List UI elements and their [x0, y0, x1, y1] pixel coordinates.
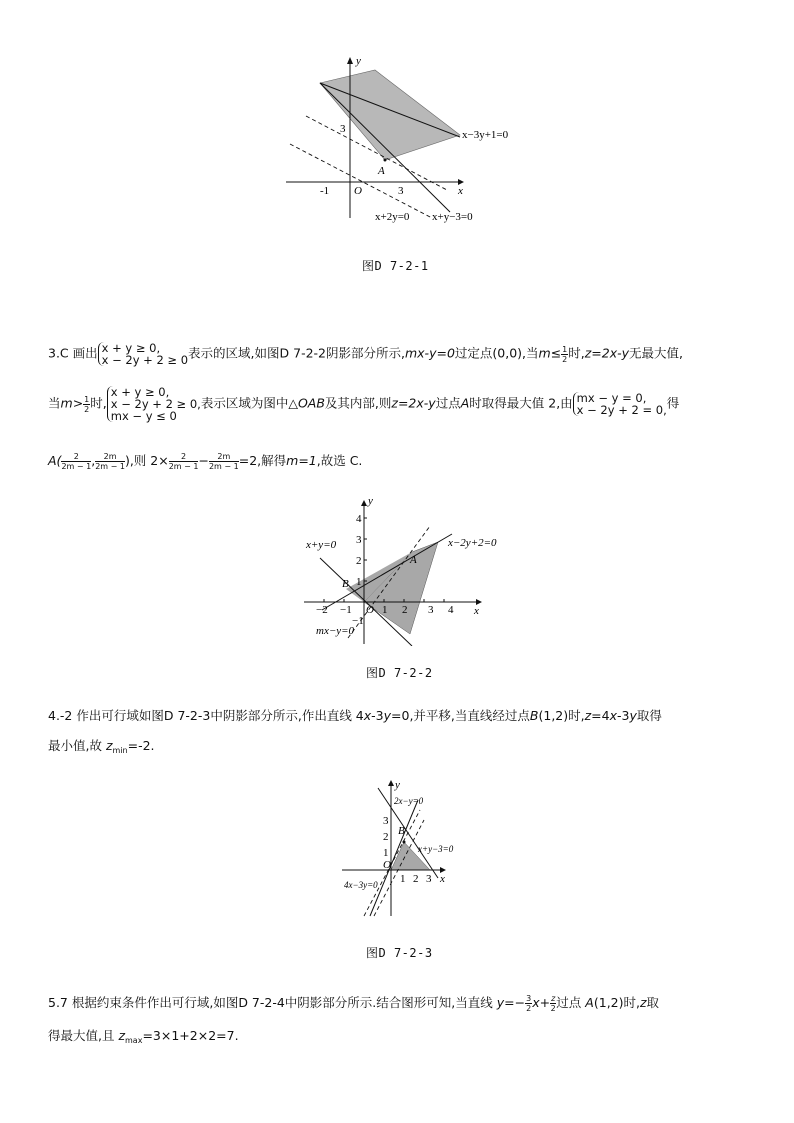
- fig1-line3-label: x+y−3=0: [432, 211, 473, 223]
- p3-sys2-row1: x + y ≥ 0,: [110, 385, 170, 399]
- para-3-line1: [48, 342, 683, 366]
- p4-y1: y: [383, 708, 392, 723]
- fig1-line2-label: x+2y=0: [375, 211, 410, 223]
- p3-t1e: 时,: [568, 345, 585, 361]
- p3-frac4-num: 2m: [209, 452, 239, 462]
- figure3-caption: 图D 7-2-3: [366, 946, 433, 960]
- p5-eq: =−: [504, 995, 526, 1010]
- fig1-y-label: y: [356, 55, 361, 67]
- para-4-line2: [48, 738, 155, 759]
- p3-t2j: 时取得最大值 2,由: [469, 395, 573, 411]
- p3-t3a: A(: [48, 453, 62, 468]
- fig1-tick-neg1: -1: [320, 185, 330, 197]
- p3-t2g: z=2x-y: [391, 395, 436, 411]
- p3-t2c: 时,: [90, 395, 107, 411]
- p3-system2: [107, 386, 201, 422]
- fig3-xt-1: 1: [400, 873, 406, 885]
- fig3-line-c-label: 4x−3y=0: [344, 880, 378, 890]
- p3-t2d: 表示区域为图中△: [200, 395, 298, 411]
- fig2-yt-neg1: −1: [352, 615, 364, 627]
- point-b-dot: [403, 841, 406, 844]
- fig3-yt-3: 3: [383, 815, 389, 827]
- fig3-point-b: B: [398, 825, 405, 837]
- fig1-tick-3x: 3: [398, 185, 404, 197]
- p4-m1: -3: [371, 708, 384, 723]
- p3-t2b: m>: [60, 395, 84, 411]
- p4-m2: =0,并平移,当直线经过点: [391, 708, 530, 723]
- p5-frac2-den: 2: [550, 1004, 556, 1013]
- para-3-line3: A( $\frac{2}{2m - 1}$ , $\frac{2m}{2m - 1}$ ),则 2× $\frac{2}{2m - 1}$ − $\frac{2m}{2m - 1}$ =2,解得m=1,故选 C.: [48, 452, 363, 471]
- p3-sys3-row1: mx − y = 0,: [576, 391, 647, 405]
- fig1-x-label: x: [458, 185, 463, 197]
- fig1-point-a: A: [378, 165, 385, 177]
- p3-sys2-row3: mx − y ≤ 0: [110, 409, 177, 423]
- y-axis-arrow-icon: [388, 780, 394, 786]
- p4-line2b: =-2.: [127, 738, 155, 753]
- figure1-caption: 图D 7-2-1: [362, 259, 429, 273]
- fig2-xt-3: 3: [428, 604, 434, 616]
- figure-7-2-1: [282, 50, 532, 230]
- figure2-caption: 图D 7-2-2: [366, 666, 433, 680]
- p4-m3: (1,2)时,: [538, 708, 585, 723]
- p3-t1d: m≤: [538, 345, 562, 361]
- fig3-y-label: y: [395, 779, 400, 791]
- p3-frac3-num: 2: [169, 452, 199, 462]
- fig3-line-b-label: x+y−3=0: [418, 844, 454, 854]
- p4-minsub: min: [112, 746, 128, 755]
- p3-t2a: 当: [48, 395, 61, 411]
- p4-m6: 取得: [636, 708, 662, 723]
- figure-7-2-2: [300, 496, 500, 646]
- p4-z: z: [584, 708, 592, 723]
- p3-t1b: mx-y=0: [404, 345, 455, 361]
- p3-frac4-den: 2m − 1: [208, 462, 239, 471]
- para-5-line1: [48, 994, 659, 1013]
- fig2-xt-4: 4: [448, 604, 454, 616]
- p5-maxsub: max: [125, 1036, 143, 1045]
- fig3-yt-2: 2: [383, 831, 389, 843]
- p3-t2i: A: [460, 395, 470, 411]
- point-a-dot: [384, 159, 387, 162]
- fig2-y-label: y: [368, 496, 373, 507]
- p4-y2: y: [629, 708, 637, 723]
- para-3-line2: [48, 386, 679, 422]
- p3-frac1: [61, 452, 91, 471]
- p4-m5: -3: [617, 708, 630, 723]
- fig2-x-label: x: [474, 605, 479, 617]
- fig2-yt-4: 4: [356, 513, 362, 525]
- p5-lead: 5.7 根据约束条件作出可行域,如图D 7-2-4中阴影部分所示.结合图形可知,当直线: [48, 995, 493, 1010]
- p3-frac1-num: 2: [61, 452, 91, 462]
- p5-a: A: [585, 995, 594, 1010]
- fig2-xt-1: 1: [382, 604, 388, 616]
- fig2-yt-3: 3: [356, 534, 362, 546]
- p4-x1: x: [363, 708, 372, 723]
- fig3-yt-1: 1: [383, 847, 389, 859]
- fig3-x-label: x: [440, 873, 445, 885]
- p3-sys2-row2: x − 2y + 2 ≥ 0,: [110, 397, 201, 411]
- p3-frac4: [209, 452, 239, 471]
- p5-yv: y: [496, 995, 505, 1010]
- p4-x2: x: [609, 708, 617, 723]
- fig2-line-b-label: x−2y+2=0: [448, 537, 497, 549]
- p3-t2e: OAB: [297, 395, 325, 411]
- fig2-point-b: B: [342, 578, 349, 590]
- p3-half2-den: 2: [84, 404, 90, 414]
- p3-lead: 3.C 画出: [48, 345, 98, 361]
- p3-frac3: [169, 452, 199, 471]
- p5-line2b: =3×1+2×2=7.: [142, 1028, 239, 1043]
- p5-frac1-den: 2: [526, 1004, 532, 1013]
- fig3-line-a-label: 2x−y=0: [394, 796, 424, 806]
- p3-system1: [98, 342, 188, 366]
- p3-system3: [573, 392, 667, 416]
- fig2-yt-2: 2: [356, 555, 362, 567]
- p5-frac1-num: 3: [526, 994, 532, 1003]
- p3-t1f: z=2x-y: [584, 345, 630, 361]
- p4-line2a: 最小值,故: [48, 738, 106, 753]
- p5-plus: +: [539, 995, 551, 1010]
- p3-t3d: =2,解得: [238, 453, 287, 468]
- figure-7-2-3: [340, 776, 460, 926]
- fig2-xt-neg2: −2: [316, 604, 328, 616]
- p3-frac2: [95, 452, 125, 471]
- p3-t1g: 无最大值,: [629, 345, 684, 361]
- p4-m4: =4: [591, 708, 610, 723]
- fig2-point-a: A: [410, 554, 417, 566]
- p3-t1: 表示的区域,如图D 7-2-2阴影部分所示,: [188, 345, 405, 361]
- fig2-line-c-label: mx−y=0: [316, 625, 355, 637]
- p4-zmin: z: [105, 738, 113, 753]
- fig3-origin: O: [383, 859, 391, 871]
- p5-frac2-num: z: [551, 994, 556, 1003]
- fig1-tick-3y: 3: [340, 123, 346, 135]
- fig2-line-a-label: x+y=0: [306, 539, 337, 551]
- p3-sys1-row2: x − 2y + 2 ≥ 0: [101, 353, 189, 367]
- p3-half-num: 1: [562, 344, 568, 354]
- fig2-xt-neg1: −1: [340, 604, 352, 616]
- p5-tail2: (1,2)时,: [593, 995, 640, 1010]
- fig1-line1-label: x−3y+1=0: [462, 129, 509, 141]
- p4-lead: 4.-2 作出可行域如图D 7-2-3中阴影部分所示,作出直线 4: [48, 708, 364, 723]
- fig1-origin: O: [354, 185, 362, 197]
- p5-zmax: z: [118, 1028, 126, 1043]
- fig2-xt-2: 2: [402, 604, 408, 616]
- fig2-yt-1: 1: [356, 576, 362, 588]
- y-axis-arrow-icon: [361, 500, 367, 506]
- p3-half-den: 2: [562, 354, 568, 364]
- p3-frac2-num: 2m: [95, 452, 125, 462]
- p3-sys1-row1: x + y ≥ 0,: [101, 341, 161, 355]
- p3-t2k: 得: [666, 395, 680, 411]
- para-5-line2: [48, 1028, 239, 1049]
- p3-frac3-den: 2m − 1: [168, 462, 199, 471]
- p5-tail3: 取: [646, 995, 660, 1010]
- p3-frac1-den: 2m − 1: [61, 462, 92, 471]
- p4-b: B: [529, 708, 539, 723]
- p3-t3c: −: [198, 453, 209, 468]
- p5-z: z: [639, 995, 647, 1010]
- p3-t2f: 及其内部,则: [324, 395, 392, 411]
- fig3-xt-3: 3: [426, 873, 432, 885]
- p5-line2a: 得最大值,且: [48, 1028, 119, 1043]
- p3-t3f: ,故选 C.: [316, 453, 363, 468]
- line-x+2y-dashed: [290, 144, 432, 218]
- y-axis-arrow-icon: [347, 57, 353, 64]
- shaded-region: [320, 70, 460, 160]
- p3-t3e: m=1: [286, 453, 317, 468]
- para-4-line1: [48, 708, 662, 724]
- p5-tail: 过点: [556, 995, 582, 1010]
- fig2-origin: O: [366, 604, 374, 616]
- p3-t3b: ),则 2×: [124, 453, 169, 468]
- fig3-xt-2: 2: [413, 873, 419, 885]
- p3-sys3-row2: x − 2y + 2 = 0,: [576, 403, 667, 417]
- p3-t2h: 过点: [435, 395, 461, 411]
- p3-t1c: 过定点(0,0),当: [454, 345, 539, 361]
- p5-xv: x: [532, 995, 540, 1010]
- p3-frac2-den: 2m − 1: [95, 462, 125, 471]
- p3-half2-num: 1: [84, 394, 90, 404]
